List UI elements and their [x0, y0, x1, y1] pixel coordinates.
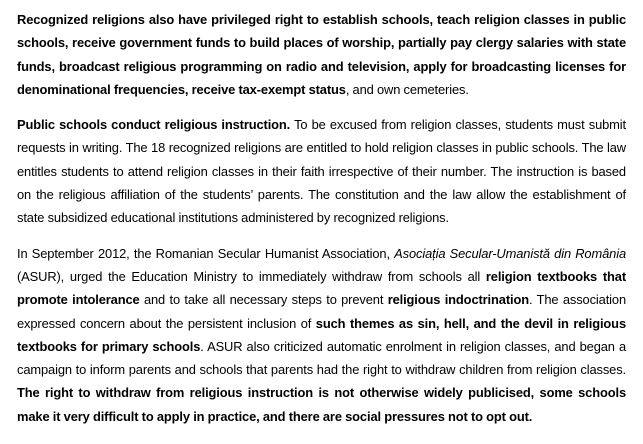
- paragraph-privileges: [17, 8, 626, 101]
- asur-bold-textbooks: religion textbooks that promote intolerance: [17, 268, 626, 308]
- paragraph-asur: [17, 242, 626, 428]
- asur-bold-themes: such themes as sin, hell, and the devil in religious textbooks for primary schools: [17, 315, 626, 354]
- asur-text-2: (ASUR), urged the Education Ministry to immediately withdraw from schools all: [17, 268, 486, 284]
- privileges-normal-text: , and own cemeteries.: [345, 81, 469, 97]
- asur-text-1: In September 2012, the Romanian Secular Humanist Association,: [17, 245, 395, 261]
- asur-text-4: . The association expressed concern about the persistent inclusion of: [17, 292, 626, 331]
- asur-bold-right-to-withdraw: The right to withdraw from religious instruction is not otherwise widely publicised, some schools make it very difficult to apply in practice, and there are social pressures not to opt out.: [17, 385, 626, 424]
- instruction-heading-text: Public schools conduct religious instruction.: [17, 117, 291, 133]
- asur-text-5: . ASUR also criticized automatic enrolment in religion classes, and began a campaign to inform parents and schools that parents had the right to withdraw children from religion classes.: [17, 338, 627, 378]
- asur-romanian-name: Asociația Secular-Umanistă din România: [394, 245, 626, 261]
- asur-bold-indoctrination: religious indoctrination: [387, 292, 529, 308]
- paragraph-religious-instruction: [17, 113, 626, 229]
- asur-text-3: and to take all necessary steps to prevent: [139, 292, 388, 308]
- privileges-bold-text: Recognized religions also have privileged right to establish schools, teach religion classes in public schools, receive government funds to build places of worship, partially pay clergy salaries with state funds, broadcast religious programming on radio and television, apply for broadcasting licenses for denominational frequencies, receive tax-exempt status: [17, 12, 626, 97]
- instruction-body-text: To be excused from religion classes, students must submit requests in writing. The 18 recognized religions are entitled to hold religion classes in public schools. The law entitles students to attend religion classes in their faith irrespective of their number. The instruction is based on the religious affiliation of the students’ parents. The constitution and the law allow the establishment of state subsidized educational institutions administered by recognized religions.: [17, 117, 627, 226]
